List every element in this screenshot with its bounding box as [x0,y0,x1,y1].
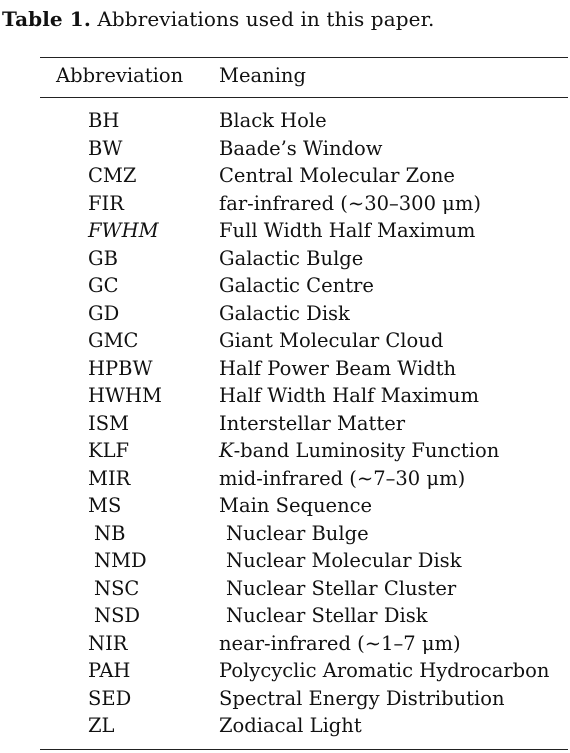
table-row [0,547,570,575]
abbreviation-cell: NSD [94,604,141,627]
table-row [0,135,570,163]
table-row [0,437,570,465]
table-row [0,465,570,493]
table-caption [2,7,435,31]
table-row [0,575,570,603]
column-header-meaning: Meaning [219,64,306,87]
table-row [0,300,570,328]
abbreviation-cell: KLF [88,439,130,462]
meaning-cell: Giant Molecular Cloud [219,329,444,352]
abbreviation-cell: ISM [88,411,130,435]
abbreviation-cell: NB [94,521,126,545]
table-header-rule [40,97,568,98]
abbreviation-cell: GD [88,301,120,325]
meaning-cell: Polycyclic Aromatic Hydrocarbon [219,659,550,682]
table-row [0,162,570,190]
meaning-cell: near-infrared (∼1–7 μm) [219,631,461,655]
meaning-cell: Galactic Centre [219,274,374,297]
abbreviation-cell: CMZ [88,164,137,187]
abbreviation-cell: HWHM [88,384,163,407]
table-top-rule [40,57,568,58]
meaning-cell: Half Width Half Maximum [219,384,479,407]
table-row [0,410,570,438]
table-caption-label: Table 1. [2,7,91,31]
meaning-cell: Galactic Bulge [219,246,364,270]
meaning-cell: far-infrared (∼30–300 μm) [219,191,481,215]
abbreviation-cell: FIR [88,191,124,215]
meaning-cell: Half Power Beam Width [219,356,457,380]
meaning-cell: mid-infrared (∼7–30 μm) [219,466,466,490]
abbreviation-cell: BW [88,136,123,160]
meaning-cell: Full Width Half Maximum [219,219,476,242]
table-caption-text: Abbreviations used in this paper. [97,7,435,31]
abbreviation-cell: NIR [88,631,128,655]
table-body [0,107,570,740]
meaning-cell: Zodiacal Light [219,714,362,737]
table-row [0,520,570,548]
table-row [0,602,570,630]
meaning-rest: -band Luminosity Function [233,439,500,462]
abbreviation-cell: ZL [88,714,115,737]
abbreviation-cell: GC [88,274,119,297]
table-row [0,217,570,245]
meaning-cell [219,439,499,462]
table-row [0,492,570,520]
abbreviation-cell: GMC [88,329,139,352]
meaning-cell: Nuclear Stellar Cluster [226,576,457,600]
abbreviation-cell: NSC [94,576,140,600]
meaning-cell: Baade’s Window [219,136,383,160]
meaning-cell: Spectral Energy Distribution [219,686,505,710]
abbreviation-cell: FWHM [88,219,159,242]
table-row [0,382,570,410]
meaning-cell: Galactic Disk [219,301,350,325]
abbreviation-cell: MS [88,494,122,517]
abbreviation-cell: BH [88,109,120,132]
table-row [0,712,570,740]
meaning-cell: Nuclear Stellar Disk [226,604,428,627]
table-row [0,190,570,218]
column-header-abbreviation: Abbreviation [56,64,184,87]
meaning-cell: Interstellar Matter [219,411,406,435]
table-row [0,630,570,658]
abbreviation-cell: MIR [88,466,131,490]
meaning-italic-part: K [219,439,234,462]
table-row [0,272,570,300]
meaning-cell: Black Hole [219,109,327,132]
abbreviation-cell: SED [88,686,132,710]
table-row [0,245,570,273]
meaning-cell: Central Molecular Zone [219,164,455,187]
table-row [0,107,570,135]
table-row [0,685,570,713]
table-row [0,355,570,383]
table-row [0,327,570,355]
meaning-cell: Nuclear Bulge [226,521,369,545]
abbreviation-cell: PAH [88,659,131,682]
table-bottom-rule [40,749,568,750]
abbreviation-cell: HPBW [88,356,153,380]
abbreviation-cell: GB [88,246,118,270]
meaning-cell: Nuclear Molecular Disk [226,549,462,572]
meaning-cell: Main Sequence [219,494,373,517]
table-row [0,657,570,685]
abbreviation-cell: NMD [94,549,147,572]
